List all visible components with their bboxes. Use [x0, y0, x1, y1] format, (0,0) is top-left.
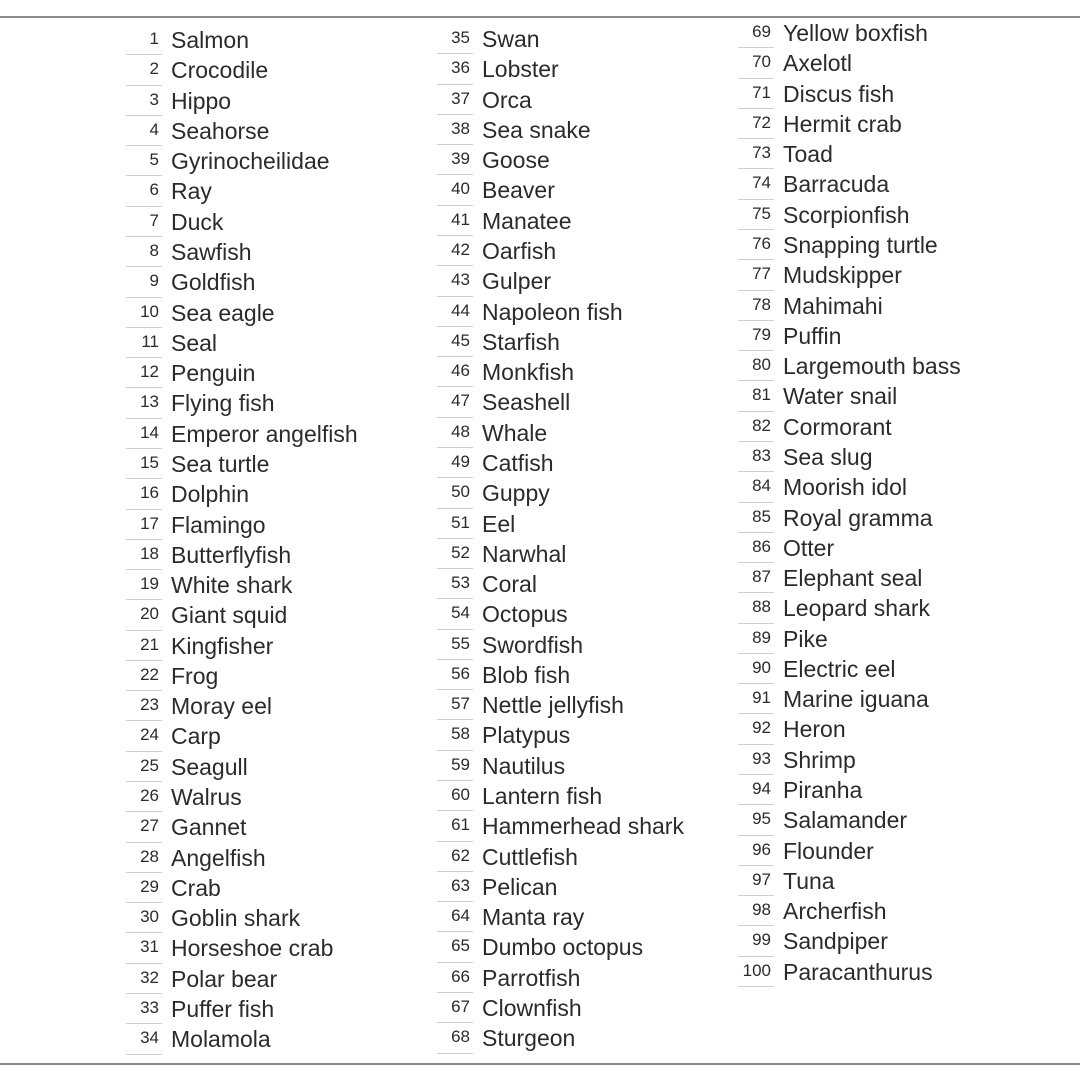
- item-number: 19: [126, 570, 162, 600]
- item-name: Duck: [171, 208, 224, 235]
- item-number: 35: [437, 24, 473, 54]
- item-name: Hammerhead shark: [482, 813, 684, 840]
- item-name: Nautilus: [482, 752, 566, 779]
- item-name: Swan: [482, 26, 540, 52]
- item-name: Crab: [171, 874, 221, 901]
- item-name: Oarfish: [482, 237, 557, 264]
- item-name: Sea snake: [482, 116, 591, 143]
- item-number: 72: [738, 109, 774, 139]
- item-number: 91: [738, 684, 774, 714]
- item-number: 87: [738, 563, 774, 593]
- item-number: 65: [437, 932, 473, 962]
- item-name: Salmon: [171, 27, 249, 53]
- item-name: Largemouth bass: [783, 353, 961, 380]
- item-name: Beaver: [482, 177, 555, 204]
- item-name: Molamola: [171, 1026, 271, 1053]
- item-name: Tuna: [783, 867, 835, 894]
- item-name: Yellow boxfish: [783, 20, 928, 46]
- item-name: Paracanthurus: [783, 958, 933, 985]
- item-number: 40: [437, 175, 473, 205]
- item-number: 1: [126, 25, 162, 55]
- item-name: Clownfish: [482, 995, 582, 1021]
- item-name: Pike: [783, 625, 828, 652]
- item-name: Axelotl: [783, 50, 853, 77]
- item-name: Dolphin: [171, 481, 249, 508]
- item-number: 39: [437, 145, 473, 175]
- item-name: Whale: [482, 419, 548, 446]
- bottom-border-line: [0, 1063, 1080, 1065]
- item-number: 33: [126, 994, 162, 1024]
- item-name: Starfish: [482, 328, 560, 355]
- item-name: Goldfish: [171, 269, 256, 296]
- item-number: 15: [126, 449, 162, 479]
- item-name: Manta ray: [482, 904, 585, 931]
- item-number: 73: [738, 139, 774, 169]
- item-name: White shark: [171, 572, 293, 599]
- item-number: 90: [738, 654, 774, 684]
- item-name: Dumbo octopus: [482, 934, 644, 961]
- item-name: Seashell: [482, 389, 571, 416]
- item-number: 100: [738, 957, 774, 987]
- item-name: Moray eel: [171, 693, 272, 720]
- item-name: Flounder: [783, 837, 874, 864]
- item-name: Mudskipper: [783, 262, 902, 289]
- item-number: 89: [738, 624, 774, 654]
- item-number: 82: [738, 412, 774, 442]
- item-number: 93: [738, 745, 774, 775]
- item-name: Toad: [783, 141, 833, 168]
- item-name: Nettle jellyfish: [482, 692, 624, 719]
- item-number: 83: [738, 442, 774, 472]
- item-number: 74: [738, 169, 774, 199]
- item-number: 45: [437, 327, 473, 357]
- item-name: Mahimahi: [783, 292, 883, 319]
- item-name: Giant squid: [171, 602, 288, 629]
- item-number: 69: [738, 18, 774, 48]
- item-number: 78: [738, 291, 774, 321]
- item-name: Sea eagle: [171, 299, 275, 326]
- item-name: Elephant seal: [783, 565, 923, 592]
- item-name: Archerfish: [783, 898, 887, 925]
- item-name: Scorpionfish: [783, 201, 910, 228]
- item-number: 97: [738, 866, 774, 896]
- item-name: Walrus: [171, 784, 242, 811]
- item-name: Cormorant: [783, 413, 892, 440]
- item-name: Snapping turtle: [783, 231, 938, 258]
- item-number: 2: [126, 55, 162, 85]
- item-number: 5: [126, 146, 162, 176]
- item-name: Goblin shark: [171, 905, 301, 932]
- item-number: 9: [126, 267, 162, 297]
- item-number: 86: [738, 533, 774, 563]
- item-number: 14: [126, 419, 162, 449]
- item-number: 32: [126, 964, 162, 994]
- item-name: Sea turtle: [171, 450, 270, 477]
- item-number: 81: [738, 381, 774, 411]
- item-name: Shrimp: [783, 746, 856, 773]
- item-name: Barracuda: [783, 171, 890, 198]
- item-number: 31: [126, 933, 162, 963]
- item-name: Discus fish: [783, 80, 895, 107]
- item-name: Octopus: [482, 601, 568, 628]
- item-number: 75: [738, 200, 774, 230]
- item-name: Gulper: [482, 268, 552, 295]
- item-number: 8: [126, 237, 162, 267]
- item-number: 58: [437, 720, 473, 750]
- item-name: Hermit crab: [783, 110, 902, 137]
- item-number: 49: [437, 448, 473, 478]
- item-name: Sea slug: [783, 443, 873, 470]
- item-number: 43: [437, 266, 473, 296]
- item-name: Napoleon fish: [482, 298, 623, 325]
- item-number: 37: [437, 85, 473, 115]
- item-number: 67: [437, 993, 473, 1023]
- item-number: 46: [437, 357, 473, 387]
- item-name: Marine iguana: [783, 686, 929, 713]
- item-number: 56: [437, 660, 473, 690]
- item-number: 34: [126, 1024, 162, 1054]
- item-name: Frog: [171, 662, 219, 689]
- item-number: 22: [126, 661, 162, 691]
- item-number: 54: [437, 599, 473, 629]
- item-name: Hippo: [171, 87, 232, 114]
- item-number: 23: [126, 691, 162, 721]
- item-name: Angelfish: [171, 844, 266, 871]
- item-number: 3: [126, 86, 162, 116]
- item-name: Ray: [171, 178, 212, 205]
- item-name: Monkfish: [482, 359, 575, 386]
- item-name: Carp: [171, 723, 221, 750]
- item-name: Electric eel: [783, 655, 896, 682]
- item-number: 51: [437, 509, 473, 539]
- item-number: 7: [126, 207, 162, 237]
- item-number: 52: [437, 539, 473, 569]
- item-name: Penguin: [171, 360, 256, 387]
- item-number: 79: [738, 321, 774, 351]
- item-number: 96: [738, 836, 774, 866]
- item-name: Gannet: [171, 814, 247, 841]
- item-number: 21: [126, 631, 162, 661]
- item-name: Catfish: [482, 449, 554, 476]
- item-name: Piranha: [783, 777, 863, 804]
- item-number: 30: [126, 903, 162, 933]
- item-name: Butterflyfish: [171, 541, 292, 568]
- item-number: 80: [738, 351, 774, 381]
- item-name: Platypus: [482, 722, 571, 749]
- item-number: 25: [126, 752, 162, 782]
- item-number: 29: [126, 873, 162, 903]
- item-name: Sturgeon: [482, 1025, 576, 1052]
- item-number: 36: [437, 54, 473, 84]
- item-number: 77: [738, 260, 774, 290]
- item-number: 57: [437, 690, 473, 720]
- item-number: 41: [437, 206, 473, 236]
- item-number: 55: [437, 630, 473, 660]
- item-name: Sandpiper: [783, 928, 888, 955]
- item-name: Water snail: [783, 383, 898, 410]
- item-name: Polar bear: [171, 965, 278, 992]
- item-name: Otter: [783, 534, 835, 561]
- item-number: 88: [738, 593, 774, 623]
- item-number: 59: [437, 751, 473, 781]
- item-name: Guppy: [482, 480, 550, 507]
- item-name: Horseshoe crab: [171, 935, 334, 962]
- item-number: 10: [126, 298, 162, 328]
- item-number: 63: [437, 872, 473, 902]
- item-number: 20: [126, 600, 162, 630]
- item-number: 16: [126, 479, 162, 509]
- item-name: Sawfish: [171, 238, 252, 265]
- item-number: 13: [126, 388, 162, 418]
- item-name: Blob fish: [482, 661, 571, 688]
- item-number: 76: [738, 230, 774, 260]
- item-number: 68: [437, 1023, 473, 1053]
- item-number: 27: [126, 812, 162, 842]
- item-number: 92: [738, 714, 774, 744]
- item-name: Cuttlefish: [482, 843, 578, 870]
- item-number: 38: [437, 115, 473, 145]
- item-name: Kingfisher: [171, 632, 274, 659]
- item-name: Salamander: [783, 807, 908, 834]
- item-number: 60: [437, 781, 473, 811]
- item-number: 53: [437, 569, 473, 599]
- item-name: Goose: [482, 147, 550, 174]
- item-number: 26: [126, 782, 162, 812]
- item-number: 28: [126, 843, 162, 873]
- item-name: Seahorse: [171, 117, 270, 144]
- item-name: Parrotfish: [482, 964, 581, 991]
- item-name: Leopard shark: [783, 595, 931, 622]
- item-name: Eel: [482, 510, 516, 537]
- item-name: Orca: [482, 86, 532, 113]
- item-number: 66: [437, 963, 473, 993]
- item-name: Swordfish: [482, 631, 583, 658]
- item-number: 4: [126, 116, 162, 146]
- item-name: Moorish idol: [783, 474, 907, 501]
- item-number: 85: [738, 503, 774, 533]
- item-number: 44: [437, 297, 473, 327]
- item-name: Puffin: [783, 322, 842, 349]
- item-name: Crocodile: [171, 57, 269, 84]
- item-name: Flying fish: [171, 390, 275, 417]
- item-name: Gyrinocheilidae: [171, 148, 330, 175]
- item-name: Manatee: [482, 207, 572, 234]
- item-number: 61: [437, 811, 473, 841]
- item-number: 50: [437, 478, 473, 508]
- item-number: 12: [126, 358, 162, 388]
- item-number: 24: [126, 721, 162, 751]
- item-name: Seal: [171, 329, 218, 356]
- item-number: 70: [738, 48, 774, 78]
- item-number: 99: [738, 926, 774, 956]
- item-name: Seagull: [171, 753, 248, 780]
- item-number: 95: [738, 805, 774, 835]
- item-name: Heron: [783, 716, 846, 743]
- item-number: 94: [738, 775, 774, 805]
- item-name: Lobster: [482, 56, 559, 83]
- item-number: 84: [738, 472, 774, 502]
- item-name: Coral: [482, 571, 537, 598]
- item-number: 18: [126, 540, 162, 570]
- item-number: 98: [738, 896, 774, 926]
- item-name: Pelican: [482, 873, 558, 900]
- item-name: Narwhal: [482, 540, 567, 567]
- item-number: 62: [437, 842, 473, 872]
- item-name: Royal gramma: [783, 504, 933, 531]
- item-number: 17: [126, 510, 162, 540]
- item-number: 11: [126, 328, 162, 358]
- item-number: 71: [738, 79, 774, 109]
- item-number: 42: [437, 236, 473, 266]
- item-name: Puffer fish: [171, 996, 275, 1022]
- item-number: 48: [437, 418, 473, 448]
- item-number: 64: [437, 902, 473, 932]
- item-number: 6: [126, 176, 162, 206]
- item-name: Flamingo: [171, 511, 266, 538]
- item-name: Emperor angelfish: [171, 420, 358, 447]
- item-number: 47: [437, 387, 473, 417]
- item-name: Lantern fish: [482, 783, 603, 810]
